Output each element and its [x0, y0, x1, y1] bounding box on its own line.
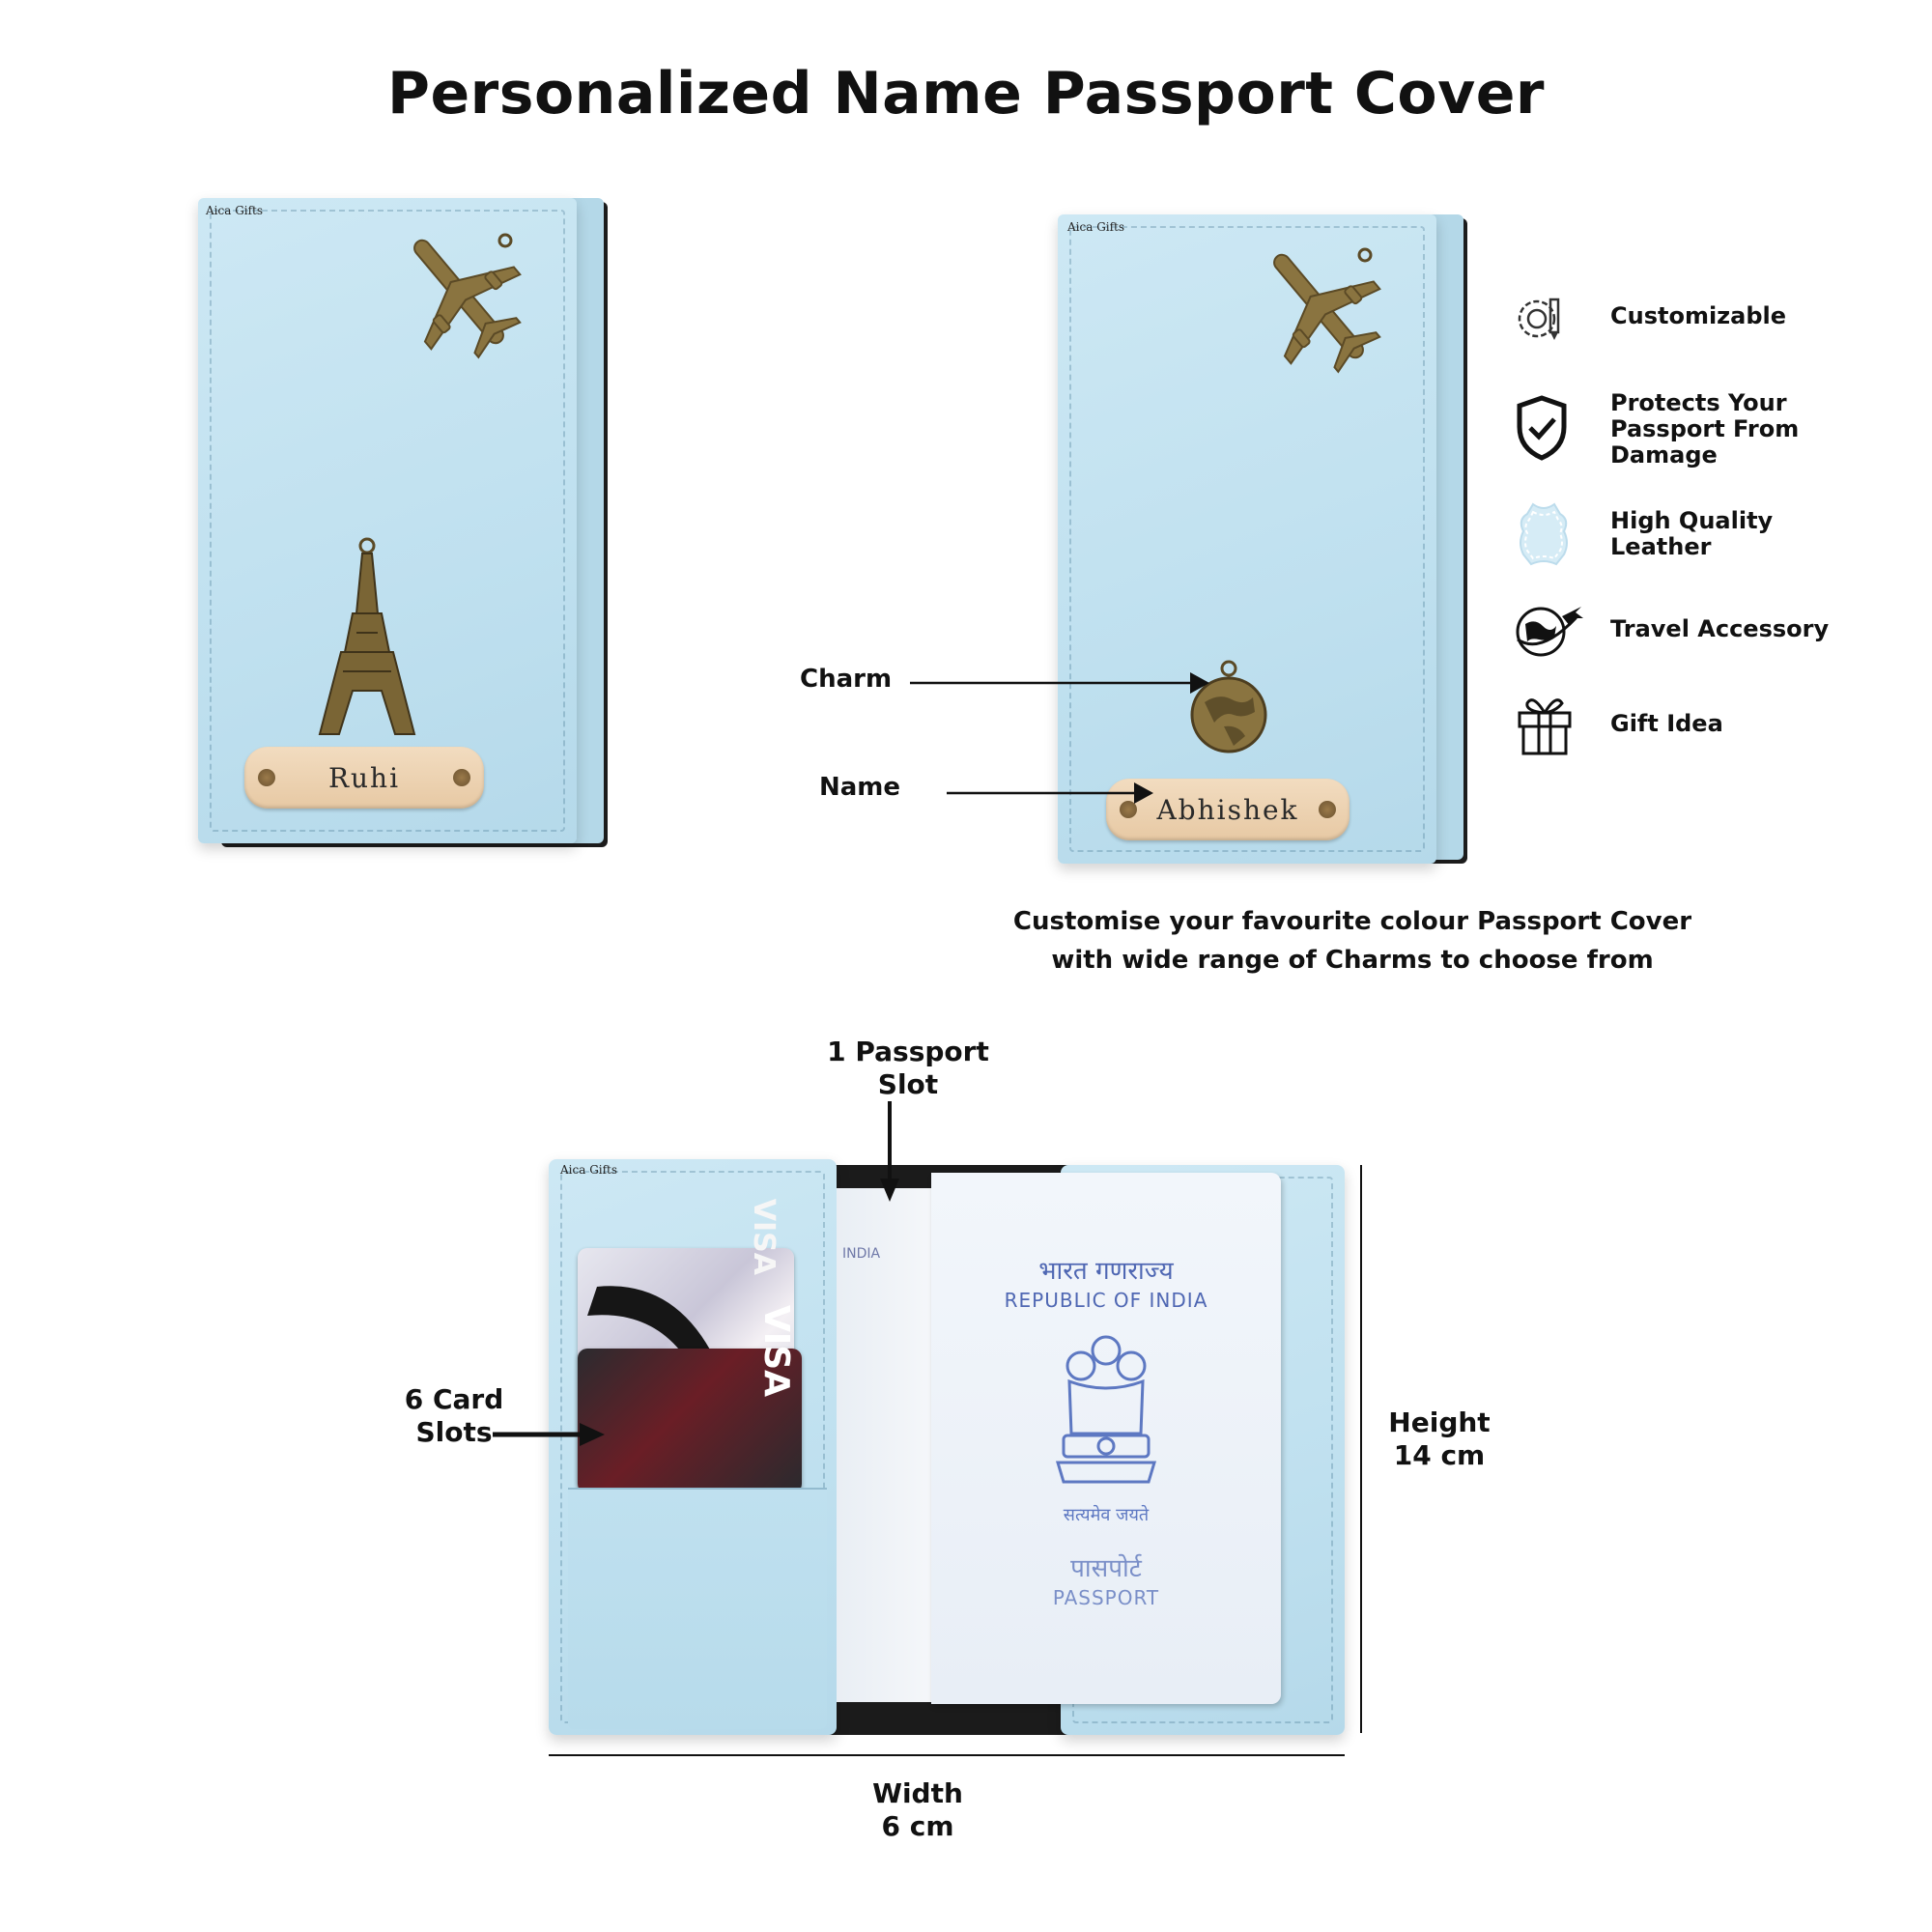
feature-item: [1512, 597, 1918, 665]
passport-slot-arrow: [875, 1101, 904, 1208]
brand-label: Aica Gifts: [206, 204, 264, 217]
passport-hindi-title: भारत गणराज्य: [1038, 1257, 1174, 1286]
feature-text: [1610, 390, 1799, 469]
plate-name-text: Ruhi: [327, 761, 401, 794]
caption-line: Customise your favourite colour Passport Cover: [1012, 907, 1692, 936]
charm-arrow: [908, 668, 1217, 697]
name-label: Name: [819, 773, 901, 802]
passport-english-title: REPUBLIC OF INDIA: [1004, 1289, 1208, 1312]
feature-item: [1512, 692, 1918, 759]
name-arrow: [945, 779, 1157, 808]
card-slots-arrow: [493, 1420, 609, 1449]
feature-text: Customizable: [1610, 302, 1787, 329]
passport: [931, 1173, 1281, 1704]
right-passport-cover: [1058, 214, 1468, 871]
width-dimension-line: [549, 1750, 1350, 1760]
feature-item: [1512, 388, 1918, 469]
passport-slot-line: Slot: [877, 1068, 939, 1100]
card-slots-line: Slots: [415, 1416, 493, 1448]
height-line: Height: [1388, 1406, 1491, 1438]
passport-english-word: PASSPORT: [1052, 1586, 1160, 1609]
page-title: Personalized Name Passport Cover: [386, 60, 1546, 128]
passport-hindi-word: पासपोर्ट: [1070, 1554, 1142, 1583]
feature-text: Travel Accessory: [1610, 615, 1830, 642]
feature-line: Leather: [1610, 533, 1712, 560]
brand-label: Aica Gifts: [1067, 220, 1125, 234]
caption-line: with wide range of Charms to choose from: [1051, 946, 1654, 975]
card-brand: VISA: [747, 1198, 781, 1275]
airplane-charm-icon: [1251, 234, 1386, 379]
eiffel-tower-charm-icon: [314, 536, 420, 739]
national-emblem-icon: [1048, 1327, 1164, 1492]
globe-plane-icon: [1512, 597, 1585, 661]
card-slots-line: 6 Card: [404, 1383, 504, 1415]
card-brand: VISA: [756, 1304, 796, 1397]
feature-text: Gift Idea: [1610, 710, 1723, 737]
name-plate: [244, 747, 484, 809]
gear-pencil-icon: [1512, 290, 1568, 346]
card-pocket: [568, 1488, 827, 1729]
feature-item: [1512, 288, 1918, 346]
height-line: 14 cm: [1393, 1439, 1486, 1471]
passport-inner-page: INDIA: [837, 1188, 935, 1702]
feature-line: Passport From: [1610, 415, 1800, 442]
airplane-charm-icon: [391, 219, 526, 364]
open-passport-cover: [549, 1159, 1345, 1739]
feature-line: High Quality: [1610, 507, 1774, 534]
leather-hide-icon: [1514, 500, 1574, 570]
feature-list: [1512, 288, 1918, 771]
feature-text: [1610, 508, 1773, 560]
passport-slot-line: 1 Passport: [827, 1036, 989, 1067]
feature-line: Damage: [1610, 441, 1718, 469]
shield-check-icon: [1514, 394, 1570, 462]
width-line: 6 cm: [881, 1810, 954, 1842]
height-label: [1362, 1406, 1517, 1472]
feature-item: [1512, 500, 1918, 568]
charm-label: Charm: [800, 665, 893, 694]
caption: [947, 902, 1758, 980]
left-passport-cover: [198, 198, 604, 850]
width-line: Width: [872, 1777, 963, 1809]
width-label: [840, 1777, 995, 1843]
passport-motto: सत्यमेव जयते: [1063, 1505, 1150, 1525]
passport-slot-label: [792, 1036, 1024, 1101]
gift-icon: [1514, 692, 1576, 755]
card-front: [578, 1304, 802, 1493]
feature-line: Protects Your: [1610, 389, 1787, 416]
plate-name-text: Abhishek: [1156, 793, 1299, 826]
brand-label: Aica Gifts: [560, 1163, 618, 1177]
